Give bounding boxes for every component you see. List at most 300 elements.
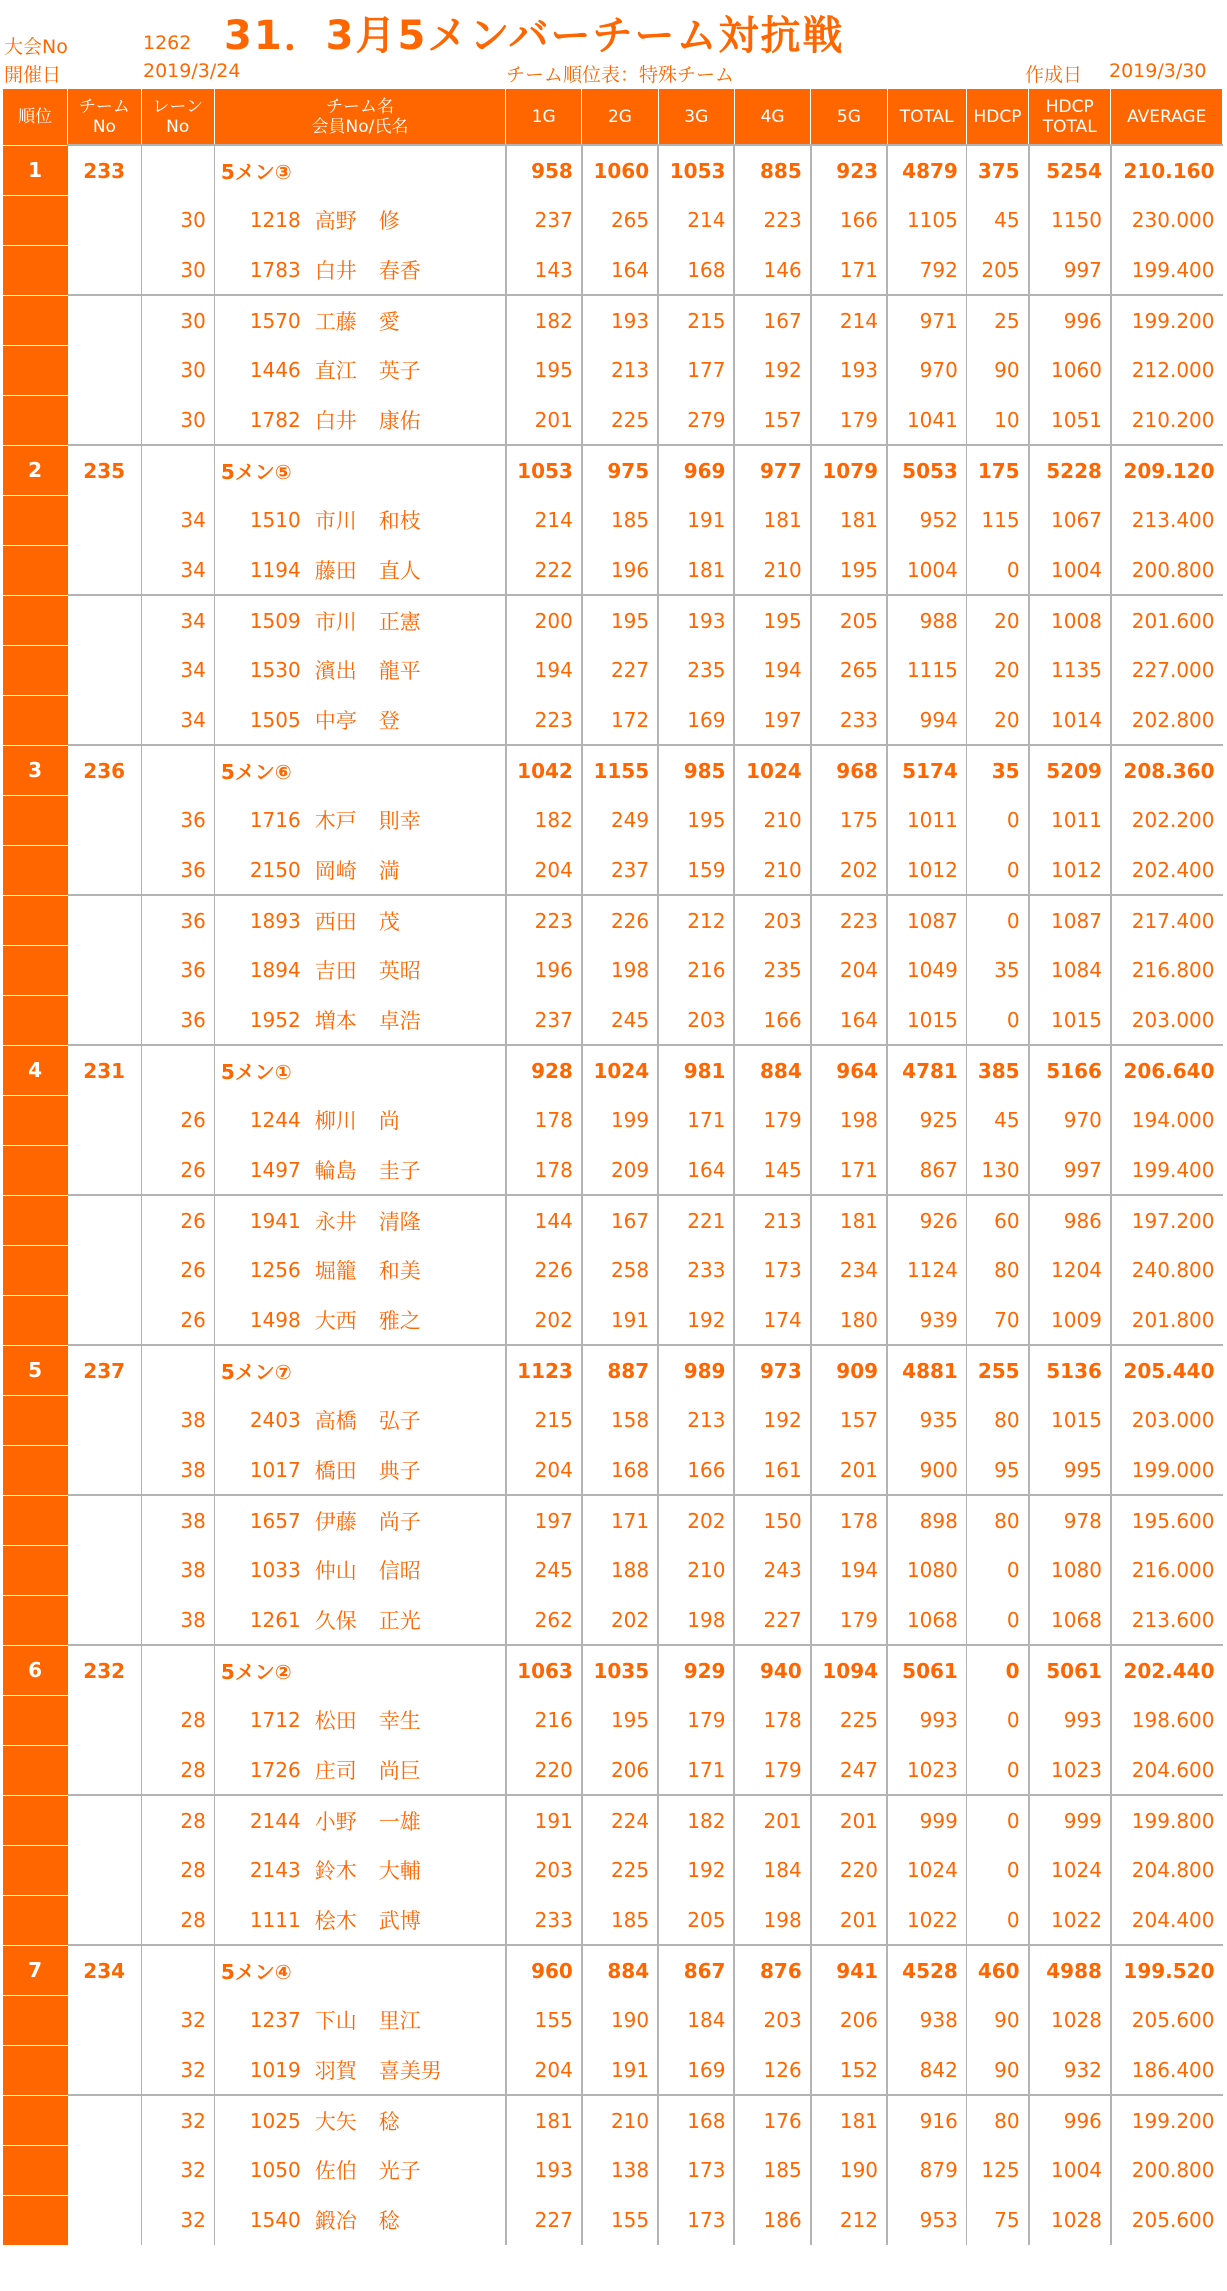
- member-no-cell: 1540: [214, 2195, 308, 2245]
- game-5-cell: 171: [811, 245, 887, 295]
- lane-cell: 36: [141, 995, 214, 1045]
- game-2-cell: 226: [582, 895, 658, 945]
- member-name-cell: [309, 595, 506, 645]
- team-no-cell: [68, 795, 141, 845]
- game-5-cell: 180: [811, 1295, 887, 1345]
- lane-cell: 38: [141, 1445, 214, 1495]
- hdcp-total-cell: 4988: [1029, 1945, 1111, 1995]
- hdcp-total-cell: 995: [1029, 1445, 1111, 1495]
- member-name-cell: [309, 545, 506, 595]
- member-no-cell: 1497: [214, 1145, 308, 1195]
- team-no-cell: [68, 495, 141, 545]
- hdcp-total-cell: 1004: [1029, 2145, 1111, 2195]
- member-name-cell: [309, 1145, 506, 1195]
- member-surname: 柳川: [314, 1109, 357, 1133]
- member-given-name: 稔: [378, 2208, 400, 2233]
- lane-cell: 32: [141, 1995, 214, 2045]
- game-2-cell: 975: [582, 445, 658, 495]
- game-1-cell: 204: [506, 2045, 582, 2095]
- member-no-cell: 1726: [214, 1745, 308, 1795]
- game-1-cell: 227: [506, 2195, 582, 2245]
- game-5-cell: 223: [811, 895, 887, 945]
- lane-cell: [141, 145, 214, 195]
- game-1-cell: 223: [506, 895, 582, 945]
- game-2-cell: 237: [582, 845, 658, 895]
- game-4-cell: 176: [734, 2095, 810, 2145]
- total-cell: 1105: [887, 195, 966, 245]
- average-cell: 199.400: [1111, 1145, 1223, 1195]
- game-3-cell: 213: [658, 1395, 734, 1445]
- hdcp-total-cell: 1087: [1029, 895, 1111, 945]
- member-row: [3, 1395, 1223, 1445]
- game-2-cell: 188: [582, 1545, 658, 1595]
- hdcp-total-cell: 986: [1029, 1195, 1111, 1245]
- member-no-cell: 1509: [214, 595, 308, 645]
- rank-cell: 3: [3, 745, 68, 795]
- rank-cell: [3, 1095, 68, 1145]
- lane-cell: 38: [141, 1395, 214, 1445]
- game-4-cell: 179: [734, 1095, 810, 1145]
- game-5-cell: 193: [811, 345, 887, 395]
- hdcp-cell: 60: [966, 1195, 1028, 1245]
- lane-cell: 30: [141, 345, 214, 395]
- hdcp-cell: 0: [966, 1795, 1028, 1845]
- game-2-cell: 1155: [582, 745, 658, 795]
- standings-table: [2, 88, 1223, 2245]
- game-2-cell: 213: [582, 345, 658, 395]
- team-no-cell: [68, 2095, 141, 2145]
- average-cell: 230.000: [1111, 195, 1223, 245]
- team-no-cell: [68, 1895, 141, 1945]
- game-3-cell: 159: [658, 845, 734, 895]
- lane-cell: 30: [141, 295, 214, 345]
- total-cell: 5174: [887, 745, 966, 795]
- member-given-name: 康佑: [378, 408, 421, 433]
- average-cell: 186.400: [1111, 2045, 1223, 2095]
- team-no-cell: [68, 295, 141, 345]
- team-no-cell: [68, 995, 141, 1045]
- member-surname: 松田: [314, 1709, 357, 1733]
- team-no-cell: [68, 945, 141, 995]
- hdcp-total-cell: 5254: [1029, 145, 1111, 195]
- game-3-cell: 202: [658, 1495, 734, 1545]
- rank-cell: [3, 195, 68, 245]
- member-name-cell: [309, 845, 506, 895]
- rank-cell: [3, 945, 68, 995]
- member-row: [3, 845, 1223, 895]
- game-1-cell: 182: [506, 295, 582, 345]
- team-row: [3, 745, 1223, 795]
- game-1-cell: 216: [506, 1695, 582, 1745]
- member-surname: 橋田: [314, 1458, 357, 1483]
- game-4-cell: 235: [734, 945, 810, 995]
- hdcp-total-cell: 1023: [1029, 1745, 1111, 1795]
- game-1-cell: 200: [506, 595, 582, 645]
- member-given-name: 弘子: [378, 1409, 421, 1433]
- hdcp-total-cell: 993: [1029, 1695, 1111, 1745]
- held-date: 2019/3/24: [143, 60, 241, 82]
- game-2-cell: 206: [582, 1745, 658, 1795]
- total-cell: 1022: [887, 1895, 966, 1945]
- member-given-name: 和枝: [378, 509, 421, 533]
- member-row: [3, 945, 1223, 995]
- member-name-cell: [309, 1845, 506, 1895]
- member-given-name: 幸生: [378, 1709, 421, 1733]
- member-given-name: 正憲: [378, 609, 421, 634]
- member-given-name: 喜美男: [378, 2058, 442, 2083]
- game-1-cell: 237: [506, 195, 582, 245]
- member-surname: 岡崎: [314, 858, 357, 883]
- lane-cell: [141, 445, 214, 495]
- average-cell: 216.800: [1111, 945, 1223, 995]
- member-name-cell: [309, 295, 506, 345]
- game-1-cell: 1042: [506, 745, 582, 795]
- game-4-cell: 145: [734, 1145, 810, 1195]
- hdcp-total-cell: 978: [1029, 1495, 1111, 1545]
- total-cell: 5053: [887, 445, 966, 495]
- game-2-cell: 195: [582, 1695, 658, 1745]
- game-3-cell: 181: [658, 545, 734, 595]
- average-cell: 199.800: [1111, 1795, 1223, 1845]
- hdcp-cell: 125: [966, 2145, 1028, 2195]
- game-3-cell: 985: [658, 745, 734, 795]
- member-row: [3, 1445, 1223, 1495]
- game-4-cell: 227: [734, 1595, 810, 1645]
- member-row: [3, 995, 1223, 1045]
- member-no-cell: 1570: [214, 295, 308, 345]
- lane-cell: 34: [141, 495, 214, 545]
- game-3-cell: 215: [658, 295, 734, 345]
- game-2-cell: 884: [582, 1945, 658, 1995]
- team-no-cell: [68, 1245, 141, 1295]
- col-2g: 2G: [582, 89, 658, 146]
- member-no-cell: 2403: [214, 1395, 308, 1445]
- rank-cell: 1: [3, 145, 68, 195]
- total-cell: 879: [887, 2145, 966, 2195]
- rank-cell: [3, 1545, 68, 1595]
- member-row: [3, 1495, 1223, 1545]
- hdcp-cell: 70: [966, 1295, 1028, 1345]
- game-1-cell: 155: [506, 1995, 582, 2045]
- member-surname: 直江: [314, 359, 357, 383]
- member-row: [3, 1195, 1223, 1245]
- member-name-cell: [309, 1745, 506, 1795]
- rank-cell: [3, 1995, 68, 2045]
- lane-cell: 28: [141, 1845, 214, 1895]
- lane-cell: 28: [141, 1795, 214, 1845]
- lane-cell: 36: [141, 845, 214, 895]
- total-cell: 988: [887, 595, 966, 645]
- member-name-cell: [309, 1545, 506, 1595]
- total-cell: 999: [887, 1795, 966, 1845]
- game-2-cell: 198: [582, 945, 658, 995]
- member-surname: 大矢: [314, 2109, 357, 2134]
- team-name-cell: 5メン②: [214, 1645, 505, 1695]
- game-5-cell: 233: [811, 695, 887, 745]
- team-no-cell: [68, 595, 141, 645]
- game-5-cell: 157: [811, 1395, 887, 1445]
- team-no-cell: [68, 2145, 141, 2195]
- game-2-cell: 209: [582, 1145, 658, 1195]
- member-given-name: 尚子: [378, 1509, 421, 1534]
- team-no-cell: [68, 2045, 141, 2095]
- average-cell: 199.520: [1111, 1945, 1223, 1995]
- rank-cell: [3, 1695, 68, 1745]
- col-hdcp: HDCP: [966, 89, 1028, 146]
- member-surname: 増本: [314, 1008, 357, 1033]
- game-1-cell: 178: [506, 1095, 582, 1145]
- table-header: [3, 89, 1223, 146]
- member-name-cell: [309, 645, 506, 695]
- game-5-cell: 1079: [811, 445, 887, 495]
- game-5-cell: 220: [811, 1845, 887, 1895]
- member-surname: 白井: [314, 258, 357, 283]
- game-5-cell: 202: [811, 845, 887, 895]
- member-name-cell: [309, 495, 506, 545]
- game-1-cell: 204: [506, 845, 582, 895]
- game-5-cell: 179: [811, 395, 887, 445]
- game-1-cell: 178: [506, 1145, 582, 1195]
- member-no-cell: 2143: [214, 1845, 308, 1895]
- tournament-no-label: 大会No: [4, 36, 68, 58]
- member-no-cell: 1025: [214, 2095, 308, 2145]
- total-cell: 952: [887, 495, 966, 545]
- team-no-cell: [68, 1145, 141, 1195]
- member-surname: 下山: [314, 2009, 357, 2033]
- game-3-cell: 169: [658, 2045, 734, 2095]
- rank-cell: [3, 2145, 68, 2195]
- average-cell: 204.600: [1111, 1745, 1223, 1795]
- rank-cell: [3, 1795, 68, 1845]
- total-cell: 926: [887, 1195, 966, 1245]
- rank-cell: [3, 1245, 68, 1295]
- member-name-cell: [309, 1695, 506, 1745]
- member-row: [3, 545, 1223, 595]
- member-given-name: 光子: [378, 2159, 421, 2183]
- game-2-cell: 195: [582, 595, 658, 645]
- hdcp-cell: 0: [966, 795, 1028, 845]
- member-surname: 小野: [314, 1809, 357, 1834]
- member-name-cell: [309, 795, 506, 845]
- member-row: [3, 1745, 1223, 1795]
- game-5-cell: 195: [811, 545, 887, 595]
- game-4-cell: 203: [734, 1995, 810, 2045]
- hdcp-cell: 115: [966, 495, 1028, 545]
- total-cell: 4881: [887, 1345, 966, 1395]
- game-4-cell: 192: [734, 1395, 810, 1445]
- average-cell: 205.600: [1111, 1995, 1223, 2045]
- member-surname: 白井: [314, 408, 357, 433]
- game-5-cell: 201: [811, 1445, 887, 1495]
- member-given-name: 信昭: [378, 1559, 421, 1583]
- game-4-cell: 243: [734, 1545, 810, 1595]
- total-cell: 867: [887, 1145, 966, 1195]
- game-3-cell: 171: [658, 1745, 734, 1795]
- member-no-cell: 1530: [214, 645, 308, 695]
- game-4-cell: 223: [734, 195, 810, 245]
- game-4-cell: 178: [734, 1695, 810, 1745]
- col-4g: 4G: [734, 89, 810, 146]
- hdcp-cell: 80: [966, 1495, 1028, 1545]
- game-1-cell: 204: [506, 1445, 582, 1495]
- rank-cell: [3, 595, 68, 645]
- average-cell: 202.440: [1111, 1645, 1223, 1695]
- game-4-cell: 192: [734, 345, 810, 395]
- hdcp-cell: 35: [966, 945, 1028, 995]
- lane-cell: 26: [141, 1095, 214, 1145]
- col-5g: 5G: [811, 89, 887, 146]
- rank-cell: 7: [3, 1945, 68, 1995]
- member-surname: 木戸: [314, 809, 357, 833]
- game-4-cell: 181: [734, 495, 810, 545]
- team-row: [3, 1045, 1223, 1095]
- game-5-cell: 194: [811, 1545, 887, 1595]
- rank-cell: 6: [3, 1645, 68, 1695]
- rank-cell: 5: [3, 1345, 68, 1395]
- game-3-cell: 171: [658, 1095, 734, 1145]
- hdcp-cell: 255: [966, 1345, 1028, 1395]
- team-no-cell: 236: [68, 745, 141, 795]
- rank-cell: [3, 1495, 68, 1545]
- game-5-cell: 181: [811, 2095, 887, 2145]
- member-no-cell: 1894: [214, 945, 308, 995]
- game-1-cell: 191: [506, 1795, 582, 1845]
- hdcp-cell: 175: [966, 445, 1028, 495]
- team-row: [3, 445, 1223, 495]
- total-cell: 1080: [887, 1545, 966, 1595]
- game-2-cell: 202: [582, 1595, 658, 1645]
- member-row: [3, 695, 1223, 745]
- team-no-cell: [68, 1295, 141, 1345]
- member-surname: 市川: [314, 609, 357, 634]
- member-given-name: 春香: [378, 258, 421, 283]
- member-surname: 鈴木: [314, 1859, 357, 1883]
- team-no-cell: [68, 1745, 141, 1795]
- total-cell: 1023: [887, 1745, 966, 1795]
- game-3-cell: 214: [658, 195, 734, 245]
- game-4-cell: 203: [734, 895, 810, 945]
- team-no-cell: 237: [68, 1345, 141, 1395]
- hdcp-total-cell: 996: [1029, 295, 1111, 345]
- game-1-cell: 214: [506, 495, 582, 545]
- game-1-cell: 181: [506, 2095, 582, 2145]
- member-row: [3, 2145, 1223, 2195]
- game-3-cell: 205: [658, 1895, 734, 1945]
- member-given-name: 雅之: [378, 1308, 421, 1333]
- game-4-cell: 126: [734, 2045, 810, 2095]
- hdcp-cell: 20: [966, 695, 1028, 745]
- member-no-cell: 1505: [214, 695, 308, 745]
- hdcp-cell: 0: [966, 895, 1028, 945]
- game-1-cell: 144: [506, 1195, 582, 1245]
- member-name-cell: [309, 245, 506, 295]
- game-2-cell: 158: [582, 1395, 658, 1445]
- game-4-cell: 150: [734, 1495, 810, 1545]
- game-2-cell: 190: [582, 1995, 658, 2045]
- lane-cell: [141, 745, 214, 795]
- member-name-cell: [309, 895, 506, 945]
- member-no-cell: 1783: [214, 245, 308, 295]
- rank-cell: [3, 2045, 68, 2095]
- rank-cell: 2: [3, 445, 68, 495]
- lane-cell: 34: [141, 595, 214, 645]
- hdcp-total-cell: 997: [1029, 245, 1111, 295]
- member-no-cell: 1244: [214, 1095, 308, 1145]
- lane-cell: 34: [141, 545, 214, 595]
- total-cell: 993: [887, 1695, 966, 1745]
- member-no-cell: 1782: [214, 395, 308, 445]
- rank-cell: [3, 1845, 68, 1895]
- total-cell: 1124: [887, 1245, 966, 1295]
- member-no-cell: 2144: [214, 1795, 308, 1845]
- rank-cell: [3, 645, 68, 695]
- member-row: [3, 495, 1223, 545]
- total-cell: 5061: [887, 1645, 966, 1695]
- rank-cell: [3, 395, 68, 445]
- team-no-cell: [68, 1395, 141, 1445]
- rank-cell: [3, 795, 68, 845]
- game-2-cell: 265: [582, 195, 658, 245]
- team-no-cell: [68, 1195, 141, 1245]
- hdcp-total-cell: 5136: [1029, 1345, 1111, 1395]
- hdcp-cell: 0: [966, 1595, 1028, 1645]
- member-no-cell: 1050: [214, 2145, 308, 2195]
- lane-cell: 34: [141, 645, 214, 695]
- lane-cell: 32: [141, 2195, 214, 2245]
- member-name-cell: [309, 1795, 506, 1845]
- average-cell: 201.800: [1111, 1295, 1223, 1345]
- total-cell: 935: [887, 1395, 966, 1445]
- game-1-cell: 196: [506, 945, 582, 995]
- hdcp-cell: 80: [966, 1395, 1028, 1445]
- member-given-name: 則幸: [378, 809, 421, 833]
- game-2-cell: 185: [582, 1895, 658, 1945]
- team-no-cell: 232: [68, 1645, 141, 1695]
- average-cell: 208.360: [1111, 745, 1223, 795]
- member-given-name: 大輔: [378, 1859, 421, 1883]
- member-no-cell: 1261: [214, 1595, 308, 1645]
- team-row: [3, 1345, 1223, 1395]
- hdcp-total-cell: 1012: [1029, 845, 1111, 895]
- hdcp-cell: 205: [966, 245, 1028, 295]
- team-row: [3, 1945, 1223, 1995]
- game-1-cell: 193: [506, 2145, 582, 2195]
- game-4-cell: 197: [734, 695, 810, 745]
- game-3-cell: 193: [658, 595, 734, 645]
- rank-cell: [3, 995, 68, 1045]
- game-3-cell: 989: [658, 1345, 734, 1395]
- game-2-cell: 171: [582, 1495, 658, 1545]
- average-cell: 199.000: [1111, 1445, 1223, 1495]
- team-name-cell: 5メン⑤: [214, 445, 505, 495]
- team-no-cell: [68, 1495, 141, 1545]
- average-cell: 217.400: [1111, 895, 1223, 945]
- game-4-cell: 157: [734, 395, 810, 445]
- team-no-cell: [68, 195, 141, 245]
- game-3-cell: 969: [658, 445, 734, 495]
- game-2-cell: 249: [582, 795, 658, 845]
- team-name-cell: 5メン⑦: [214, 1345, 505, 1395]
- member-no-cell: 1033: [214, 1545, 308, 1595]
- game-1-cell: 197: [506, 1495, 582, 1545]
- member-given-name: 尚: [378, 1109, 400, 1133]
- game-5-cell: 909: [811, 1345, 887, 1395]
- game-5-cell: 265: [811, 645, 887, 695]
- game-2-cell: 227: [582, 645, 658, 695]
- member-name-cell: [309, 695, 506, 745]
- game-4-cell: 167: [734, 295, 810, 345]
- hdcp-total-cell: 1028: [1029, 1995, 1111, 2045]
